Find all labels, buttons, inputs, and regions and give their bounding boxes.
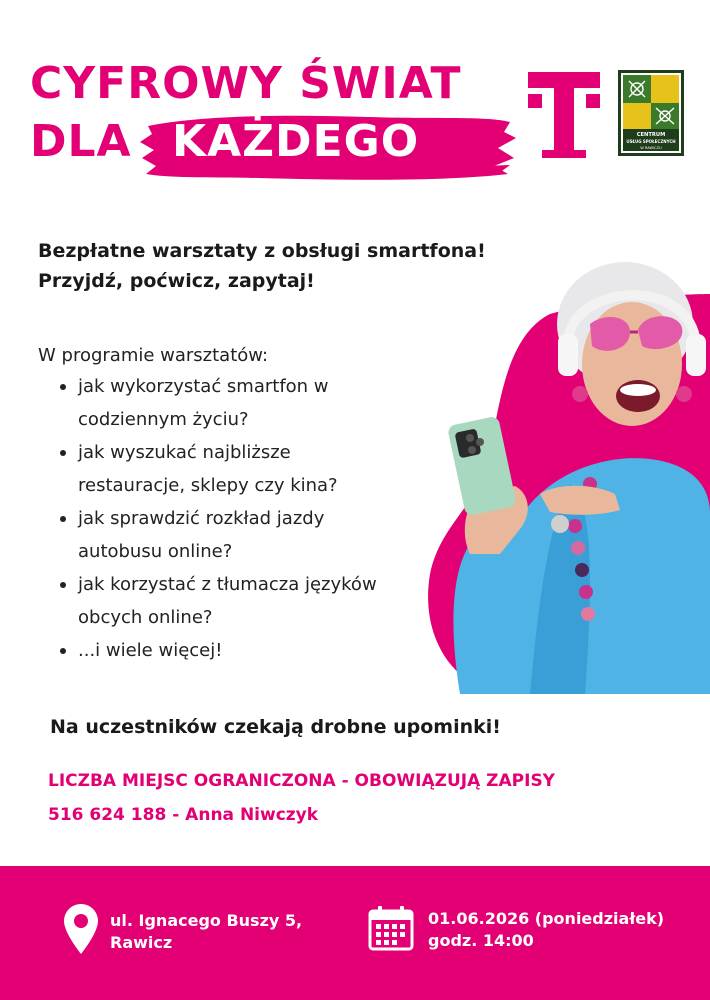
list-item: jak sprawdzić rozkład jazdy autobusu online?: [58, 502, 398, 568]
program-list: [58, 370, 398, 667]
event-date-time: [428, 908, 664, 952]
telekom-t-logo: [528, 72, 600, 158]
poster-title-line-1: CYFROWY ŚWIAT: [30, 58, 462, 109]
event-address: [110, 910, 302, 954]
intro-line-1: Bezpłatne warsztaty z obsługi smartfona!: [38, 240, 486, 262]
partner-logo-line-3: W RAWICZU: [640, 146, 662, 150]
event-date: 01.06.2026 (poniedziałek): [428, 909, 665, 928]
intro-line-2: Przyjdź, poćwicz, zapytaj!: [38, 270, 315, 292]
bullet-icon: [60, 582, 66, 588]
partner-logo-line-1: CENTRUM: [636, 132, 666, 138]
bullet-icon: [60, 648, 66, 654]
senior-woman-with-smartphone-photo: [420, 254, 710, 694]
poster-title-line-2-highlight: KAŻDEGO: [172, 116, 420, 167]
bullet-icon: [60, 384, 66, 390]
list-item: ...i wiele więcej!: [58, 634, 398, 667]
partner-logo-line-2: USŁUG SPOŁECZNYCH: [626, 139, 676, 144]
map-pin-icon: [64, 904, 98, 954]
list-item: jak wyszukać najbliższe restauracje, sklepy czy kina?: [58, 436, 398, 502]
address-line-1: ul. Ignacego Buszy 5,: [110, 911, 303, 930]
limited-places-notice: LICZBA MIEJSC OGRANICZONA - OBOWIĄZUJĄ ZAPISY: [48, 771, 555, 791]
list-item: jak korzystać z tłumacza języków obcych online?: [58, 568, 398, 634]
program-title: W programie warsztatów:: [38, 345, 269, 366]
bullet-icon: [60, 450, 66, 456]
poster-title-line-2-prefix: DLA: [30, 116, 132, 167]
event-time: godz. 14:00: [428, 931, 534, 950]
bullet-icon: [60, 516, 66, 522]
list-item: jak wykorzystać smartfon w codziennym życiu?: [58, 370, 398, 436]
gift-info: Na uczestników czekają drobne upominki!: [50, 716, 501, 738]
contact-info: 516 624 188 - Anna Niwczyk: [48, 805, 319, 825]
calendar-icon: [368, 905, 414, 951]
address-line-2: Rawicz: [110, 933, 173, 952]
cus-rawicz-logo: [618, 70, 684, 156]
